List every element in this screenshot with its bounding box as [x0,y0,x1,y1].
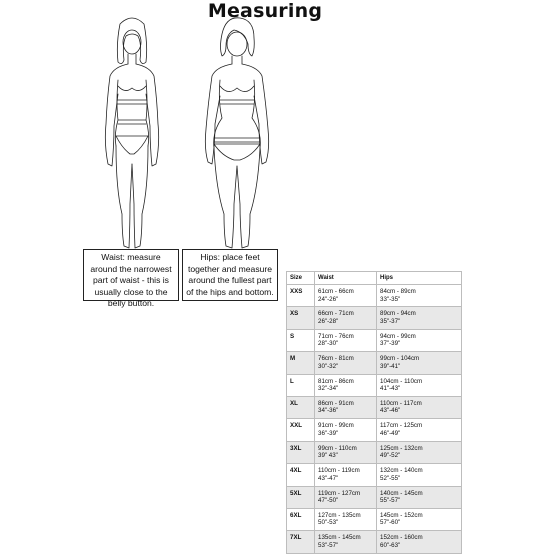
waist-cell [315,419,377,441]
waist-inches: 30"-32" [318,362,339,370]
size-cell: 6XL [287,508,315,530]
waist-cm: 61cm - 66cm [318,288,354,295]
size-cell: XL [287,396,315,418]
waist-inches: 47"-50" [318,497,339,505]
waist-inches: 28"-30" [318,340,339,348]
waist-cm: 119cm - 127cm [318,489,361,497]
hips-cm: 104cm - 110cm [380,377,423,385]
table-row [287,419,462,441]
waist-cell [315,396,377,418]
hips-cm: 132cm - 140cm [380,467,423,475]
hips-cell [377,329,462,351]
waist-inches: 39" 43" [318,452,338,460]
waist-cm: 99cm - 110cm [318,444,357,452]
waist-cm: 76cm - 81cm [318,355,354,363]
waist-cm: 66cm - 71cm [318,310,354,318]
size-cell: L [287,374,315,396]
waist-cell [315,285,377,307]
waist-cm: 135cm - 145cm [318,534,361,542]
table-row [287,285,462,307]
hips-cell [377,464,462,486]
size-chart-table [286,271,462,554]
hips-cm: 117cm - 125cm [380,422,423,430]
table-row [287,464,462,486]
hips-cell [377,307,462,329]
waist-inches: 24"-26" [318,295,339,303]
waist-cell [315,352,377,374]
hips-cm: 145cm - 152cm [380,511,423,519]
hips-cm: 125cm - 132cm [380,444,423,452]
size-cell: XXL [287,419,315,441]
hips-inches: 55"-57" [380,497,401,505]
hips-instructions: Hips: place feet together and measure around the fullest part of the hips and bottom. [182,249,278,301]
table-row [287,329,462,351]
waist-cm: 91cm - 99cm [318,422,354,430]
hips-cell [377,374,462,396]
size-cell: XXS [287,285,315,307]
table-row [287,486,462,508]
size-cell: 4XL [287,464,315,486]
hips-inches: 35"-37" [380,317,401,325]
hips-cm: 94cm - 99cm [380,332,416,340]
header-hips: Hips [377,272,462,285]
hips-cell [377,352,462,374]
waist-inches: 36"-39" [318,429,339,437]
table-header-row [287,272,462,285]
waist-cm: 110cm - 119cm [318,467,360,475]
waist-inches: 26"-28" [318,317,339,325]
hips-cm: 89cm - 94cm [380,310,416,318]
table-row [287,307,462,329]
size-cell: 5XL [287,486,315,508]
size-cell: M [287,352,315,374]
waist-cm: 86cm - 91cm [318,399,354,407]
hips-cm: 84cm - 89cm [380,288,416,295]
waist-cell [315,441,377,463]
body-figure-left [82,14,182,254]
table-row [287,508,462,530]
size-cell: 7XL [287,531,315,553]
hips-cell [377,396,462,418]
header-size: Size [287,272,315,285]
waist-cell [315,508,377,530]
hips-inches: 37"-39" [380,340,401,348]
waist-cm: 81cm - 86cm [318,377,354,385]
waist-inches: 34"-36" [318,407,339,415]
hips-inches: 49"-52" [380,452,401,460]
waist-cell [315,374,377,396]
hips-cell [377,508,462,530]
table-row [287,352,462,374]
hips-inches: 39"-41" [380,362,401,370]
table-row [287,374,462,396]
table-row [287,441,462,463]
waist-cell [315,307,377,329]
waist-inches: 50"-53" [318,519,339,527]
hips-cm: 140cm - 145cm [380,489,423,497]
waist-cell [315,486,377,508]
hips-inches: 43"-46" [380,407,401,415]
waist-cell [315,531,377,553]
hips-inches: 52"-55" [380,474,401,482]
hips-inches: 60"-63" [380,541,401,549]
waist-cell [315,464,377,486]
hips-inches: 57"-60" [380,519,401,527]
hips-cm: 152cm - 160cm [380,534,423,542]
body-figure-right [182,14,292,254]
size-cell: XS [287,307,315,329]
hips-inches: 33"-35" [380,295,401,303]
table-row [287,396,462,418]
hips-cell [377,531,462,553]
hips-cm: 110cm - 117cm [380,399,422,407]
waist-inches: 43"-47" [318,474,339,482]
waist-instructions: Waist: measure around the narrowest part of waist - this is usually close to the belly button. [83,249,179,301]
hips-cm: 99cm - 104cm [380,355,420,363]
hips-inches: 46"-49" [380,429,401,437]
waist-cm: 127cm - 135cm [318,511,361,519]
size-cell: 3XL [287,441,315,463]
size-cell: S [287,329,315,351]
hips-cell [377,419,462,441]
table-row [287,531,462,553]
hips-inches: 41"-43" [380,385,401,393]
hips-cell [377,486,462,508]
header-waist: Waist [315,272,377,285]
waist-cm: 71cm - 76cm [318,332,354,340]
waist-cell [315,329,377,351]
page-title: Measuring [207,0,323,22]
hips-cell [377,441,462,463]
size-table-body [287,285,462,554]
waist-inches: 32"-34" [318,385,339,393]
waist-inches: 53"-57" [318,541,339,549]
hips-cell [377,285,462,307]
